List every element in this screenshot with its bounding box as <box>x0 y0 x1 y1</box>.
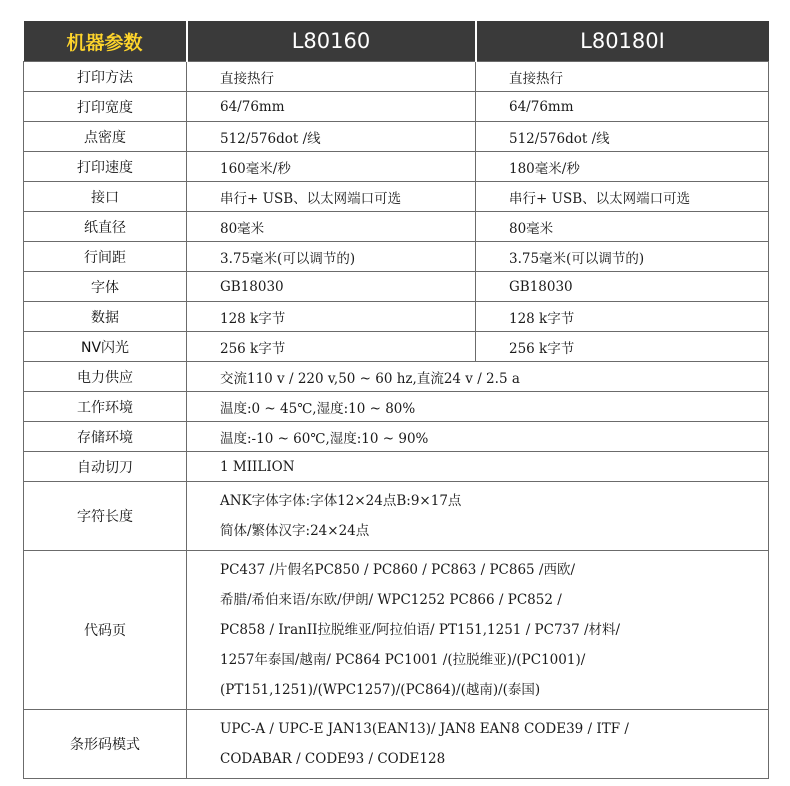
row-label: 工作环境 <box>24 392 187 422</box>
table-row <box>24 182 769 212</box>
value-model-b: GB18030 <box>476 272 769 302</box>
row-label: 字体 <box>24 272 187 302</box>
row-label: NV闪光 <box>24 332 187 362</box>
table-row <box>24 152 769 182</box>
row-label: 接口 <box>24 182 187 212</box>
value-model-a: 512/576dot /线 <box>187 122 476 152</box>
row-label: 代码页 <box>24 551 187 710</box>
table-row <box>24 422 769 452</box>
table-row <box>24 122 769 152</box>
value-shared: 温度:0 ~ 45℃,湿度:10 ~ 80% <box>187 392 769 422</box>
value-model-b: 180毫米/秒 <box>476 152 769 182</box>
value-line: PC437 /片假名PC850 / PC860 / PC863 / PC865 /西欧/ <box>220 562 576 578</box>
value-line: PC858 / IranII拉脱维亚/阿拉伯语/ PT151,1251 / PC737 /材料/ <box>220 622 621 638</box>
table-row <box>24 452 769 482</box>
table-row <box>24 392 769 422</box>
header-model-b: L80180I <box>476 21 769 62</box>
row-label: 条形码模式 <box>24 710 187 779</box>
row-label: 行间距 <box>24 242 187 272</box>
value-line: UPC-A / UPC-E JAN13(EAN13)/ JAN8 EAN8 CODE39 / ITF / <box>220 721 629 737</box>
value-model-b: 3.75毫米(可以调节的) <box>476 242 769 272</box>
value-model-b: 256 k字节 <box>476 332 769 362</box>
value-line: CODABAR / CODE93 / CODE128 <box>220 751 446 767</box>
value-model-b: 80毫米 <box>476 212 769 242</box>
table-row <box>24 242 769 272</box>
header-row <box>24 21 769 62</box>
table-row <box>24 302 769 332</box>
value-line: 希腊/希伯来语/东欧/伊朗/ WPC1252 PC866 / PC852 / <box>220 592 562 608</box>
value-model-b: 串行+ USB、以太网端口可选 <box>476 182 769 212</box>
row-label: 电力供应 <box>24 362 187 392</box>
table-row <box>24 362 769 392</box>
row-label: 打印方法 <box>24 62 187 92</box>
value-line: ANK字体字体:字体12×24点B:9×17点 <box>220 493 462 509</box>
value-shared-multiline <box>187 710 769 779</box>
value-model-a: 256 k字节 <box>187 332 476 362</box>
value-shared: 交流110 v / 220 v,50 ~ 60 hz,直流24 v / 2.5 a <box>187 362 769 392</box>
value-shared-multiline <box>187 482 769 551</box>
value-model-a: 直接热行 <box>187 62 476 92</box>
value-line: 简体/繁体汉字:24×24点 <box>220 523 370 539</box>
value-model-a: 128 k字节 <box>187 302 476 332</box>
table-row <box>24 92 769 122</box>
value-line: (PT151,1251)/(WPC1257)/(PC864)/(越南)/(泰国) <box>220 682 541 698</box>
row-label: 自动切刀 <box>24 452 187 482</box>
value-model-b: 64/76mm <box>476 92 769 122</box>
table-row <box>24 62 769 92</box>
table-row-font-size <box>24 482 769 551</box>
table-row <box>24 212 769 242</box>
row-label: 打印速度 <box>24 152 187 182</box>
table-row <box>24 332 769 362</box>
value-shared-multiline <box>187 551 769 710</box>
header-model-a: L80160 <box>187 21 476 62</box>
table-row-barcode <box>24 710 769 779</box>
value-line: 1257年泰国/越南/ PC864 PC1001 /(拉脱维亚)/(PC1001)/ <box>220 652 586 668</box>
row-label: 点密度 <box>24 122 187 152</box>
value-model-a: 3.75毫米(可以调节的) <box>187 242 476 272</box>
value-model-a: 160毫米/秒 <box>187 152 476 182</box>
value-model-b: 128 k字节 <box>476 302 769 332</box>
table-row-code-page <box>24 551 769 710</box>
header-param-label: 机器参数 <box>24 21 187 62</box>
row-label: 打印宽度 <box>24 92 187 122</box>
value-model-a: 80毫米 <box>187 212 476 242</box>
value-shared: 温度:-10 ~ 60℃,湿度:10 ~ 90% <box>187 422 769 452</box>
row-label: 数据 <box>24 302 187 332</box>
value-model-b: 512/576dot /线 <box>476 122 769 152</box>
table-row <box>24 272 769 302</box>
value-model-a: GB18030 <box>187 272 476 302</box>
value-model-a: 64/76mm <box>187 92 476 122</box>
value-shared: 1 MIILION <box>187 452 769 482</box>
row-label: 字符长度 <box>24 482 187 551</box>
value-model-b: 直接热行 <box>476 62 769 92</box>
row-label: 存储环境 <box>24 422 187 452</box>
row-label: 纸直径 <box>24 212 187 242</box>
value-model-a: 串行+ USB、以太网端口可选 <box>187 182 476 212</box>
spec-table <box>23 21 769 779</box>
